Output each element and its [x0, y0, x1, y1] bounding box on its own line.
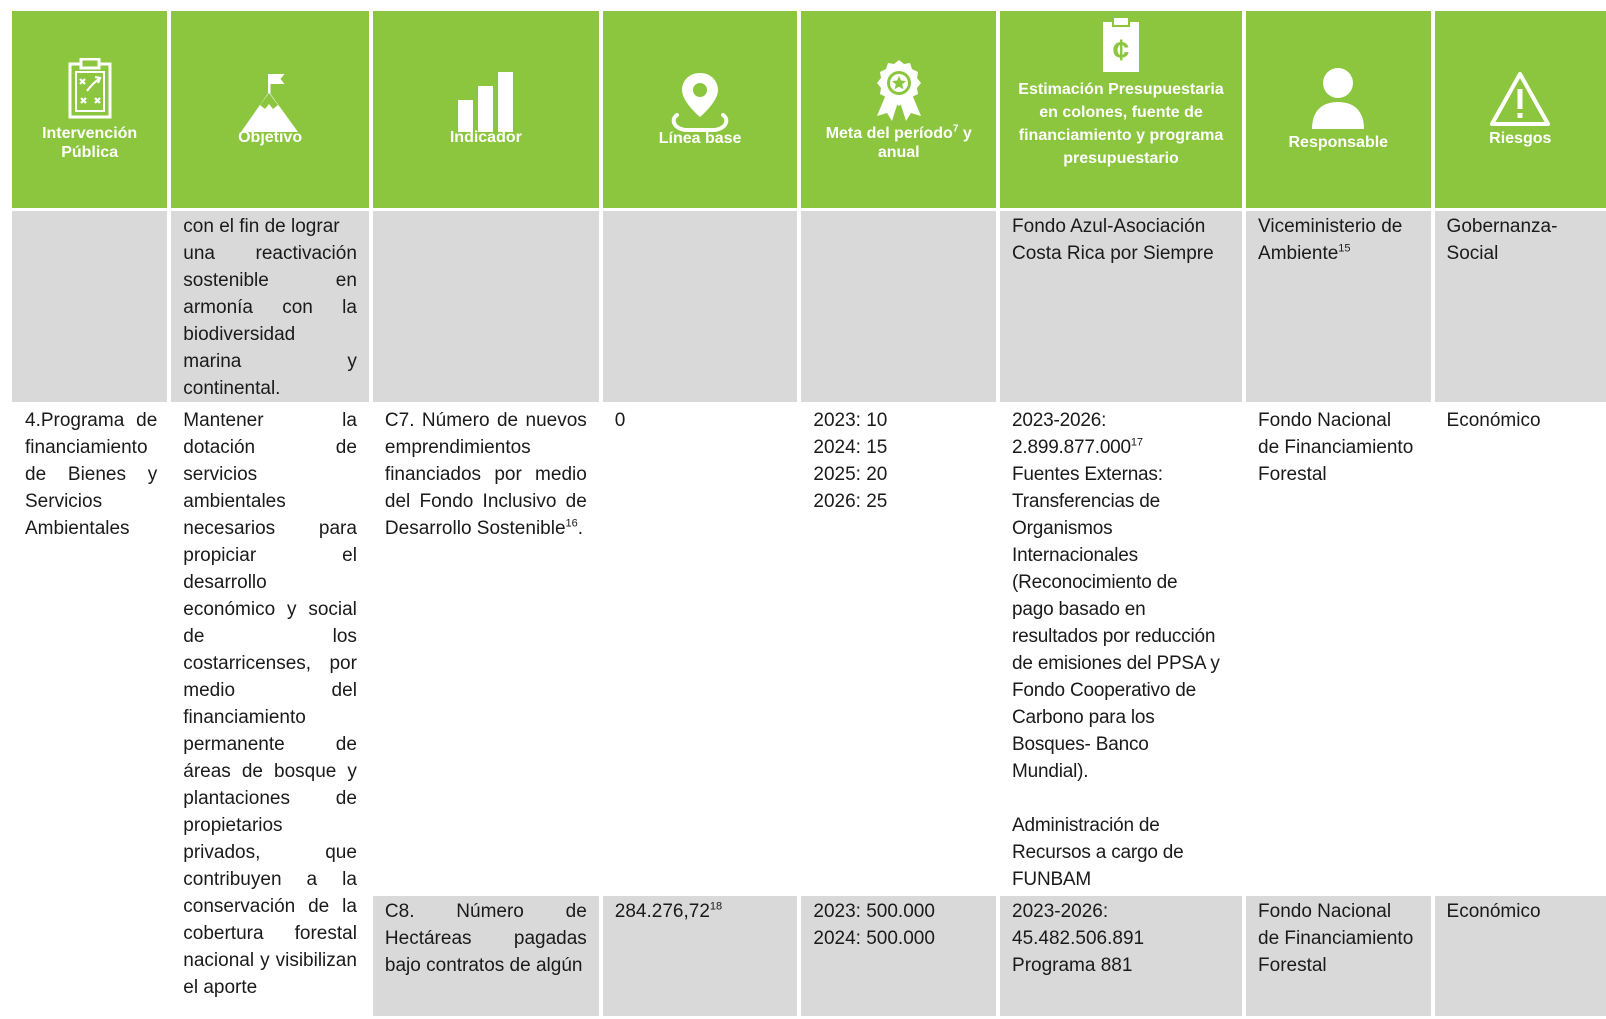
row1-responsable: Viceministerio de Ambiente$^{15}$: [1246, 211, 1431, 402]
header-estimacion-label: Estimación Presupuestaria en colones, fuente de financiamiento y programa presupuestario: [1018, 81, 1224, 167]
row2-indicador: C7. Número de nuevos emprendimientos financiados por medio del Fondo Inclusivo de Desarrollo Sostenible$^{16}$.: [373, 405, 599, 893]
row3-riesgos: Económico: [1435, 896, 1606, 1016]
clipboard-colon-icon: [1101, 16, 1141, 74]
row1-meta: [801, 211, 996, 402]
row3-estimacion: 2023-2026: 45.482.506.891 Programa 881: [1000, 896, 1242, 1016]
row3-linea-base: 284.276,72$^{18}$: [603, 896, 798, 1016]
row1-indicador: [373, 211, 599, 402]
header-responsable-label: Responsable: [1288, 134, 1389, 151]
row2-meta: 2023: 10 2024: 15 2025: 20 2026: 25: [801, 405, 996, 893]
clipboard-strategy-icon: [67, 58, 113, 120]
table-row: [12, 211, 1606, 402]
row2-responsable: Fondo Nacional de Financiamiento Forestal: [1246, 405, 1431, 893]
row3-responsable: Fondo Nacional de Financiamiento Forestal: [1246, 896, 1431, 1016]
table-row: [12, 405, 1606, 893]
location-pin-icon: [669, 71, 731, 133]
person-icon: [1310, 67, 1366, 129]
row1-intervencion: [12, 211, 167, 402]
row2-linea-base: 0: [603, 405, 798, 893]
header-riesgos: [1435, 11, 1606, 208]
header-row: [12, 11, 1606, 208]
row2-riesgos: Económico: [1435, 405, 1606, 893]
row3-meta: 2023: 500.000 2024: 500.000: [801, 896, 996, 1016]
header-objetivo: [171, 11, 369, 208]
header-meta: [801, 11, 996, 208]
row3-indicador: C8. Número de Hectáreas pagadas bajo contratos de algún: [373, 896, 599, 1016]
mountain-flag-icon: [240, 72, 300, 134]
award-ribbon-icon: [873, 58, 925, 122]
header-intervencion-label: Intervención Pública: [42, 124, 138, 161]
row2-objetivo: Mantener la dotación de servicios ambientales necesarios para propiciar el desarrollo económico y social de los costarricenses, por medio del financiamiento permanente de áreas de bosque y plantaciones de propietarios privados, que contribuyen a la conservación de la cobertura forestal nacional y visibilizan el aporte: [171, 405, 369, 1016]
row1-linea-base: [603, 211, 798, 402]
planning-table: [8, 8, 1606, 1019]
row1-estimacion: Fondo Azul-Asociación Costa Rica por Siempre: [1000, 211, 1242, 402]
row1-riesgos: Gobernanza-Social: [1435, 211, 1606, 402]
header-riesgos-label: Riesgos: [1489, 130, 1552, 147]
header-meta-label: Meta del período$^7$ y anual: [825, 123, 972, 161]
row1-objetivo: con el fin de lograr una reactivación sostenible en armonía con la biodiversidad marina y continental.: [171, 211, 369, 402]
row2-estimacion: 2023-2026: 2.899.877.000$^{17}$ Fuentes Externas: Transferencias de Organismos Internacionales (Reconocimiento de pago basado en resultados por reducción de emisiones del PPSA y Fondo Cooperativo de Carbono para los Bosques- Banco Mundial). Administración de Recursos a cargo de FUNBAM: [1000, 405, 1242, 893]
header-linea-base-label: Línea base: [658, 130, 742, 147]
header-estimacion: [1000, 11, 1242, 208]
header-objetivo-label: Objetivo: [238, 129, 303, 146]
svg-text:¢: ¢: [1112, 34, 1130, 67]
header-linea-base: [603, 11, 798, 208]
header-indicador: [373, 11, 599, 208]
header-responsable: [1246, 11, 1431, 208]
warning-triangle-icon: [1489, 71, 1551, 127]
row2-intervencion: 4.Programa de financiamiento de Bienes y Servicios Ambientales: [12, 405, 167, 1016]
bar-chart-icon: [456, 72, 516, 132]
header-indicador-label: Indicador: [449, 129, 522, 146]
header-intervencion: [12, 11, 167, 208]
